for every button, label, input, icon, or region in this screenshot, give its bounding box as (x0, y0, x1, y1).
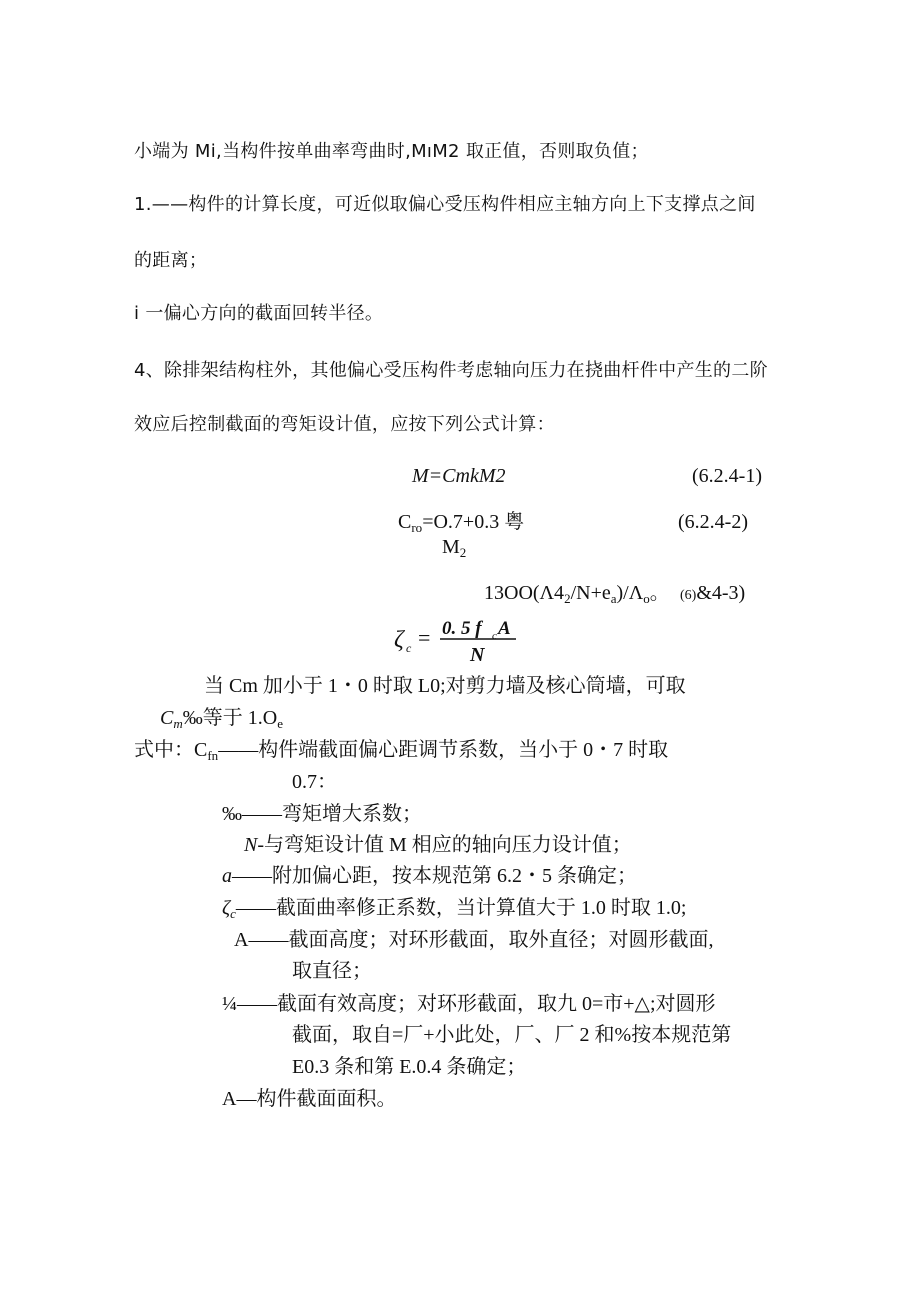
note-moment-factor: ‰——弯矩增大系数； (222, 803, 422, 825)
formula-3-number: (6)&4-3) (680, 582, 746, 604)
note-effective-height: ¼——截面有效高度；对环形截面，取九 0=市+△;对圆形 (222, 993, 716, 1015)
note-section-height-cont: 取直径； (292, 960, 372, 982)
paragraph-item-4: 4、除排架结构柱外，其他偏心受压构件考虑轴向压力在挠曲杆件中产生的二阶 (134, 360, 768, 381)
formula-2-expression: $C_{ro}=O.7+0.3$ 粤 (398, 511, 525, 535)
note-where-cm: 式中：$C_{fn}——$构件端截面偏心距调节系数，当小于 0・7 时取 (134, 739, 669, 763)
note-section-height: A——截面高度；对环形截面，取外直径；对圆形截面, (234, 929, 714, 951)
formula-4-denominator: N (470, 644, 485, 666)
formula-1-expression: M=CmkM2 (412, 465, 506, 487)
note-axial-force: N-与弯矩设计值 M 相应的轴向压力设计值； (244, 834, 632, 856)
formula-4-numerator-sub: c (492, 630, 497, 642)
formula-4-numerator-tail: A (498, 618, 511, 639)
formula-4-fraction (392, 614, 532, 666)
note-section-area: A—构件截面面积。 (222, 1088, 397, 1110)
note-effective-height-cont-2: E0.3 条和第 E.0.4 条确定； (292, 1056, 527, 1078)
formula-2-denominator: $M_2$ (442, 536, 467, 560)
paragraph-calc-length-cont: 的距离； (134, 250, 208, 271)
formula-4-numerator: 0. 5 f (442, 618, 482, 639)
formula-1-number: (6.2.4-1) (692, 465, 762, 487)
formula-2-number: (6.2.4-2) (678, 511, 748, 533)
note-effective-height-cont-1: 截面，取自=厂+小此处，厂、厂 2 和%按本规范第 (292, 1024, 732, 1046)
paragraph-item-4-cont: 效应后控制截面的弯矩设计值，应按下列公式计算： (134, 414, 555, 435)
formula-4-equals: = (418, 625, 431, 650)
paragraph-calc-length: 1.——构件的计算长度，可近似取偏心受压构件相应主轴方向上下支撑点之间 (134, 194, 756, 215)
note-cm-limit: 当 Cm 加小于 1・0 时取 L0;对剪力墙及核心筒墙，可取 (204, 675, 686, 697)
formula-4-lhs-sub: c (406, 641, 412, 655)
paragraph-moment-sign: 小端为 Mi,当构件按单曲率弯曲时,MıM2 取正值，否则取负值； (134, 141, 649, 162)
formula-3-expression: $13OO(\Lambda 4_2/N+e_a)/\Lambda_o$。 (484, 582, 670, 606)
formula-4-lhs: ζ (394, 627, 404, 653)
note-additional-eccentricity: a——附加偏心距，按本规范第 6.2・5 条确定； (222, 865, 637, 887)
paragraph-radius-of-gyration: i 一偏心方向的截面回转半径。 (134, 303, 384, 324)
note-where-cm-cont: 0.7： (292, 771, 337, 793)
note-cm-wall: $C_m‰$等于 $1.O_e$ (160, 707, 283, 731)
note-curvature-factor: $\zeta_c——$截面曲率修正系数，当计算值大于 1.0 时取 1.0; (222, 897, 687, 921)
